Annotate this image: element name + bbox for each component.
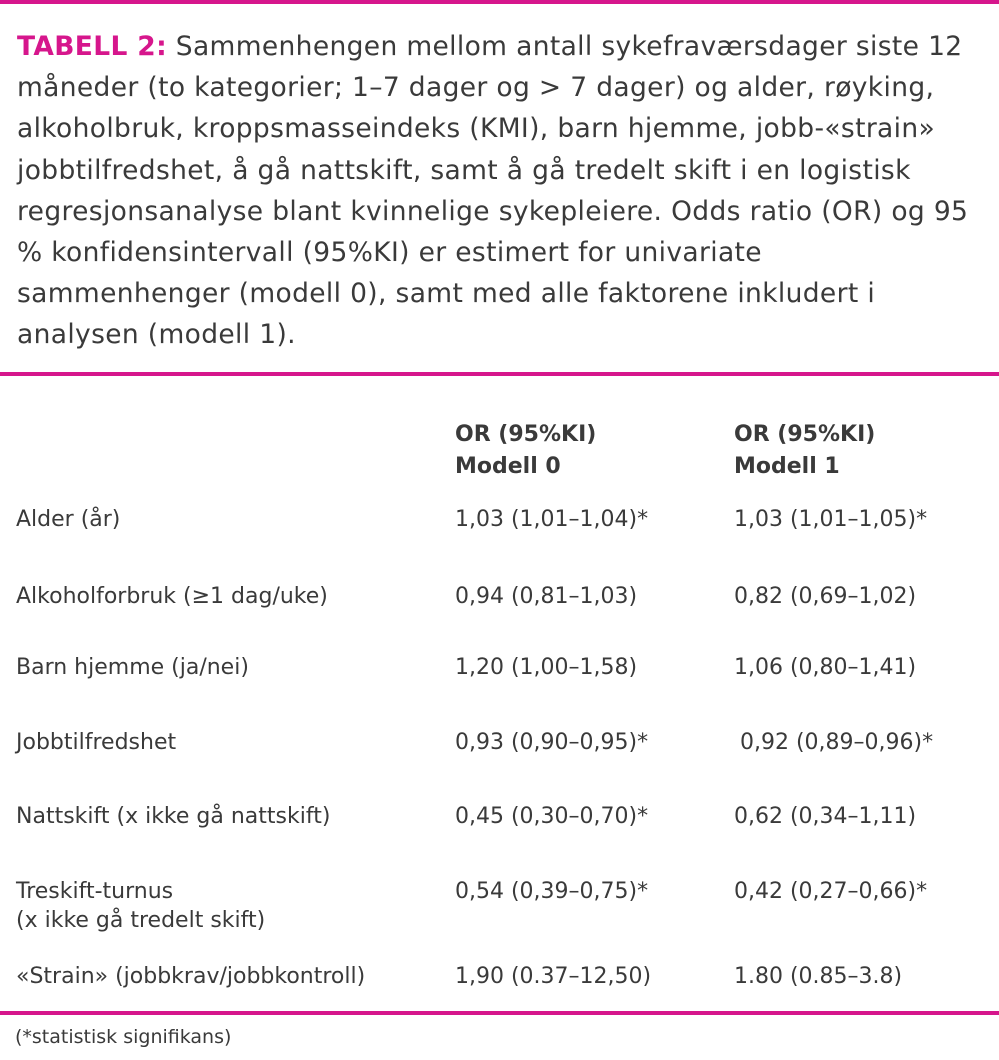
- row-label: Alder (år): [16, 507, 121, 532]
- row-label: Nattskift (x ikke gå nattskift): [16, 804, 331, 829]
- model-0-value: 0,54 (0,39–0,75)*: [455, 879, 649, 904]
- model-0-value: 0,93 (0,90–0,95)*: [455, 730, 649, 755]
- header-rule: [0, 372, 999, 376]
- column-header-model-0: [455, 419, 596, 483]
- row-label: Alkoholforbruk (≥1 dag/uke): [16, 584, 328, 609]
- row-label: Treskift-turnus (x ikke gå tredelt skift): [16, 879, 266, 933]
- top-rule: [0, 0, 999, 4]
- column-header-line1: OR (95%KI): [455, 422, 597, 447]
- row-label: Barn hjemme (ja/nei): [16, 655, 249, 680]
- column-header-line1: OR (95%KI): [734, 422, 876, 447]
- table-caption: [17, 26, 982, 356]
- model-1-value: 0,92 (0,89–0,96)*: [740, 730, 934, 755]
- model-1-value: 0,42 (0,27–0,66)*: [734, 879, 928, 904]
- model-0-value: 0,45 (0,30–0,70)*: [455, 804, 649, 829]
- model-1-value: 1,03 (1,01–1,05)*: [734, 507, 928, 532]
- model-0-value: 0,94 (0,81–1,03): [455, 584, 638, 609]
- model-1-value: 0,82 (0,69–1,02): [734, 584, 917, 609]
- column-header-model-1: [734, 419, 875, 483]
- model-0-value: 1,20 (1,00–1,58): [455, 655, 638, 680]
- footnote: (*statistisk signifikans): [15, 1026, 232, 1048]
- caption-text: Sammenhengen mellom antall sykefraværsdager siste 12 måneder (to kategorier; 1–7 dager og > 7 dager) og alder, røyking, alkoholbruk, kroppsmasseindeks (KMI), barn hjemme, jobb-«strain» jobbtilfredshet, å gå nattskift, samt å gå tredelt skift i en logistisk regresjonsanalyse blant kvinnelige sykepleiere. Odds ratio (OR) og 95 % konfidensintervall (95%KI) er estimert for univariate sammenhenger (modell 0), samt med alle faktorene inkludert i analysen (modell 1).: [17, 31, 969, 351]
- row-label: «Strain» (jobbkrav/jobbkontroll): [16, 964, 366, 989]
- model-1-value: 1,06 (0,80–1,41): [734, 655, 917, 680]
- model-1-value: 0,62 (0,34–1,11): [734, 804, 917, 829]
- row-label: Jobbtilfredshet: [16, 730, 177, 755]
- column-header-line2: Modell 1: [734, 454, 840, 479]
- column-header-line2: Modell 0: [455, 454, 561, 479]
- model-1-value: 1.80 (0.85–3.8): [734, 964, 903, 989]
- model-0-value: 1,03 (1,01–1,04)*: [455, 507, 649, 532]
- model-0-value: 1,90 (0.37–12,50): [455, 964, 652, 989]
- bottom-rule: [0, 1011, 999, 1015]
- caption-label: TABELL 2:: [17, 31, 168, 62]
